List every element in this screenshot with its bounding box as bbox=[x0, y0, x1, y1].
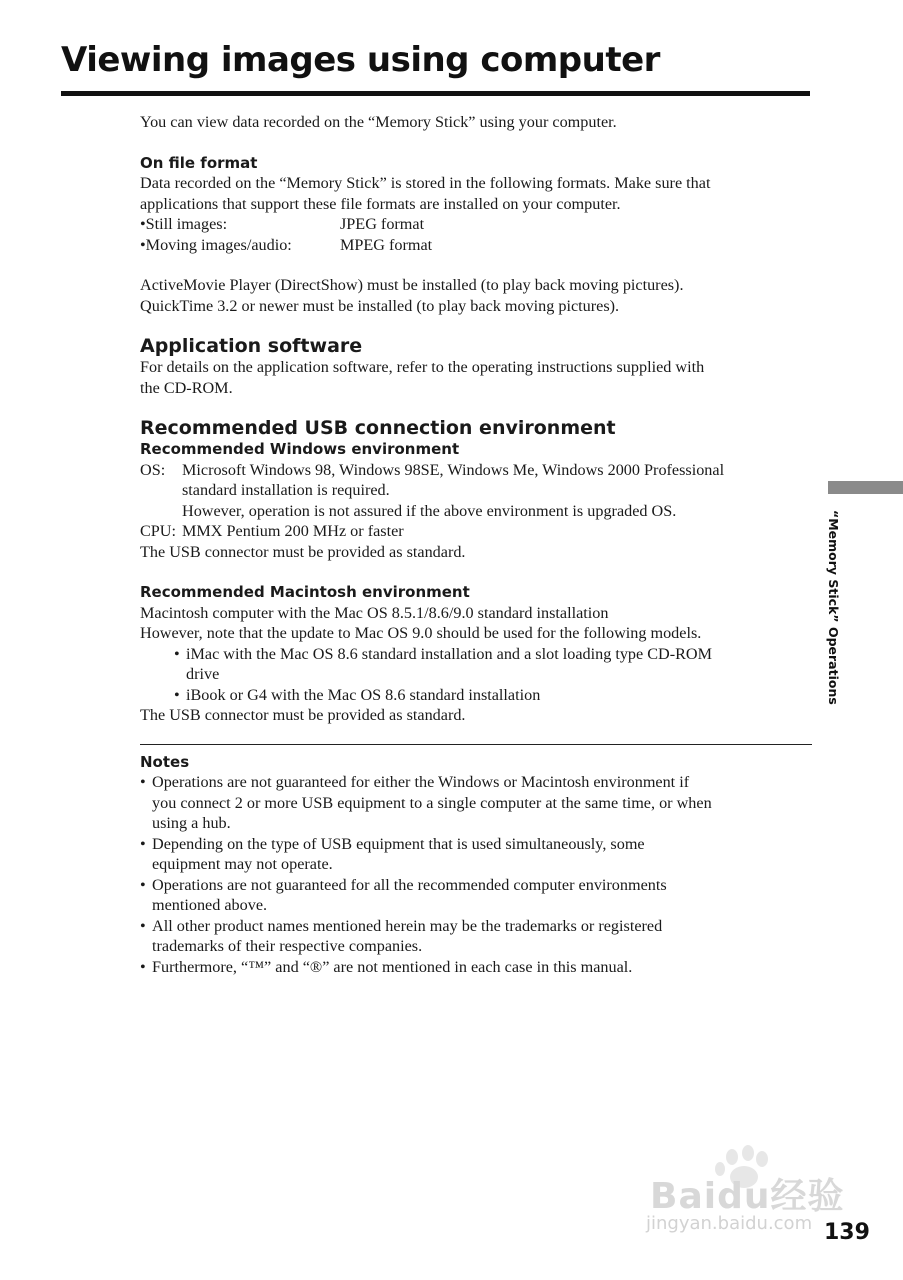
notes-heading: Notes bbox=[140, 752, 190, 771]
bullet: • bbox=[140, 834, 146, 853]
bullet: • bbox=[140, 235, 146, 254]
page-title: Viewing images using computer bbox=[61, 40, 660, 80]
note-text: Operations are not guaranteed for either the Windows or Macintosh environment if bbox=[152, 773, 690, 791]
mac-model-text: drive bbox=[186, 665, 220, 683]
mac-line: However, note that the update to Mac OS 9.0 should be used for the following models. bbox=[140, 624, 702, 642]
format-label: Moving images/audio: bbox=[145, 235, 292, 254]
os-value-cont: However, operation is not assured if the above environment is upgraded OS. bbox=[182, 501, 677, 520]
player-requirement: QuickTime 3.2 or newer must be installed (to play back moving pictures). bbox=[140, 296, 620, 315]
note-text: All other product names mentioned herein may be the trademarks or registered bbox=[152, 916, 663, 935]
mac-connector-note: The USB connector must be provided as standard. bbox=[140, 706, 466, 724]
note-text: Depending on the type of USB equipment that is used simultaneously, some bbox=[152, 834, 645, 853]
watermark-url: jingyan.baidu.com bbox=[646, 1213, 813, 1234]
file-format-line: Data recorded on the “Memory Stick” is stored in the following formats. Make sure that bbox=[140, 174, 711, 192]
mac-model-text: iBook or G4 with the Mac OS 8.6 standard installation bbox=[186, 685, 541, 704]
format-label: Still images: bbox=[145, 215, 228, 233]
windows-heading: Recommended Windows environment bbox=[140, 440, 460, 458]
watermark-brand: Baidu经验 bbox=[650, 1176, 845, 1217]
note-text: Furthermore, “™” and “®” are not mentioned in each case in this manual. bbox=[152, 957, 633, 976]
file-format-line: applications that support these file formats are installed on your computer. bbox=[140, 194, 621, 213]
player-requirement: ActiveMovie Player (DirectShow) must be installed (to play back moving pictures). bbox=[140, 276, 684, 294]
bullet: • bbox=[140, 773, 146, 791]
os-label: OS: bbox=[140, 460, 166, 479]
title-rule bbox=[61, 91, 810, 96]
note-item bbox=[140, 875, 812, 916]
bullet: • bbox=[140, 215, 146, 233]
page-content bbox=[140, 112, 812, 977]
note-text: Operations are not guaranteed for all the recommended computer environments bbox=[152, 875, 667, 894]
mac-model-text: iMac with the Mac OS 8.6 standard installation and a slot loading type CD-ROM bbox=[186, 644, 713, 663]
section-label: “Memory Stick” Operations bbox=[826, 510, 841, 705]
note-text: you connect 2 or more USB equipment to a single computer at the same time, or when bbox=[152, 793, 712, 812]
note-text: trademarks of their respective companies. bbox=[152, 937, 423, 955]
mac-model-item bbox=[140, 685, 812, 706]
mac-line: Macintosh computer with the Mac OS 8.5.1/8.6/9.0 standard installation bbox=[140, 603, 609, 622]
file-format-heading: On file format bbox=[140, 153, 258, 172]
os-value: Microsoft Windows 98, Windows 98SE, Windows Me, Windows 2000 Professional bbox=[182, 460, 725, 479]
mac-heading: Recommended Macintosh environment bbox=[140, 583, 470, 601]
bullet: • bbox=[140, 957, 146, 976]
usb-heading: Recommended USB connection environment bbox=[140, 417, 616, 439]
bullet: • bbox=[140, 916, 146, 935]
bullet: • bbox=[140, 875, 146, 894]
application-software-heading: Application software bbox=[140, 335, 363, 357]
os-row bbox=[140, 460, 812, 481]
format-row-moving bbox=[140, 235, 812, 256]
format-value: JPEG format bbox=[340, 215, 425, 233]
cpu-label: CPU: bbox=[140, 522, 176, 540]
os-value-cont: standard installation is required. bbox=[182, 481, 390, 499]
note-text: equipment may not operate. bbox=[152, 855, 333, 873]
note-item bbox=[140, 834, 812, 875]
mac-model-item bbox=[140, 644, 812, 685]
windows-connector-note: The USB connector must be provided as standard. bbox=[140, 542, 466, 561]
note-item bbox=[140, 916, 812, 957]
application-software-line: the CD-ROM. bbox=[140, 378, 233, 397]
note-item bbox=[140, 772, 812, 834]
intro-text: You can view data recorded on the “Memory Stick” using your computer. bbox=[140, 113, 617, 131]
bullet: • bbox=[174, 685, 180, 704]
notes-divider bbox=[140, 744, 812, 745]
cpu-row bbox=[140, 521, 812, 542]
application-software-line: For details on the application software, refer to the operating instructions supplied with bbox=[140, 358, 705, 376]
bullet: • bbox=[174, 644, 180, 663]
cpu-value: MMX Pentium 200 MHz or faster bbox=[182, 522, 404, 540]
format-row-still bbox=[140, 214, 812, 235]
note-text: using a hub. bbox=[152, 814, 231, 832]
format-value: MPEG format bbox=[340, 235, 433, 254]
page-number: 139 bbox=[824, 1220, 870, 1245]
section-tab-marker bbox=[828, 481, 903, 494]
note-item bbox=[140, 957, 812, 978]
note-text: mentioned above. bbox=[152, 896, 268, 914]
